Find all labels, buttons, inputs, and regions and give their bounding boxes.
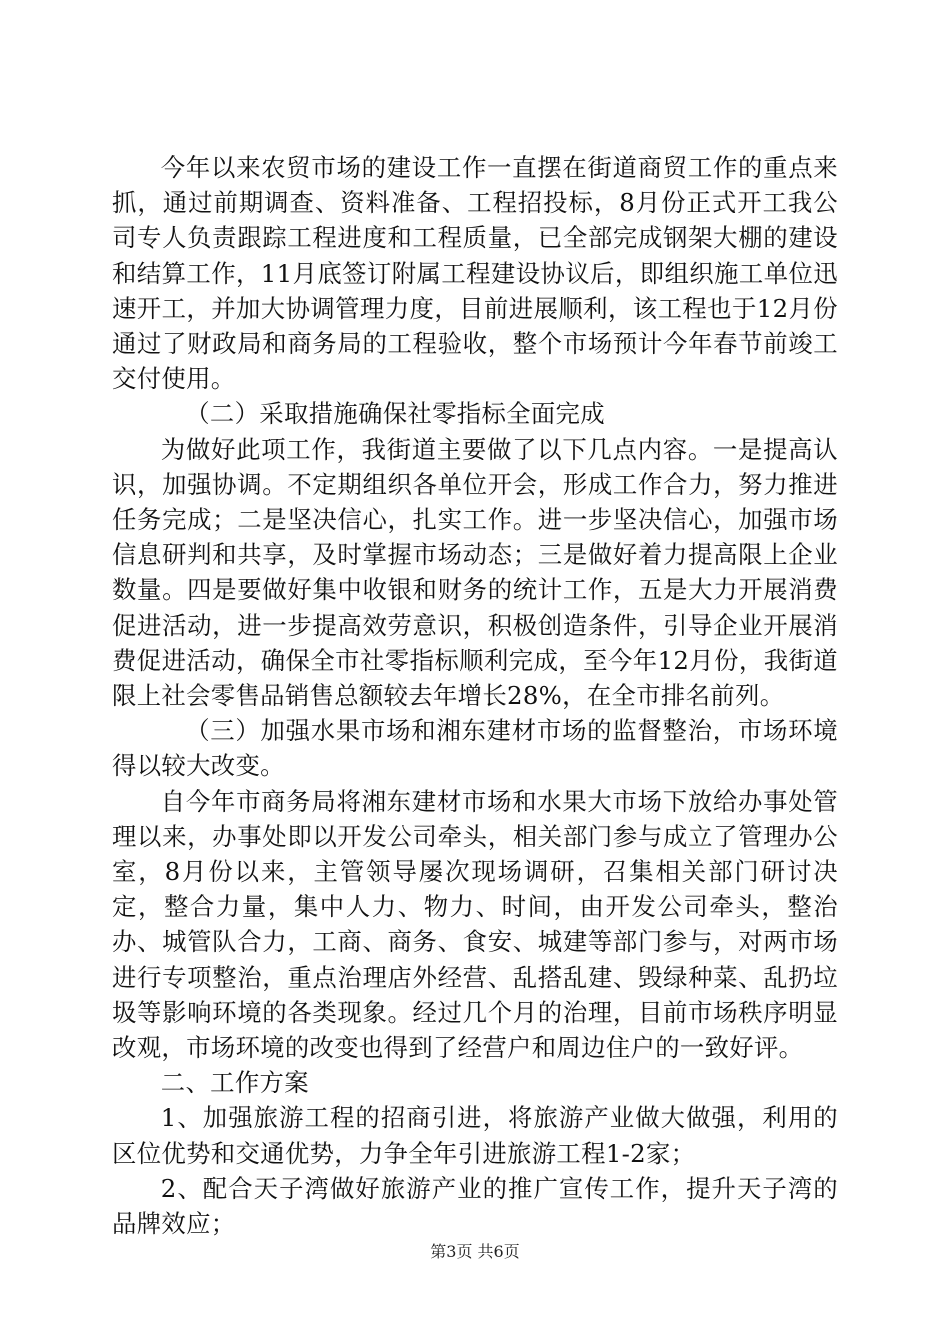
plan-item-1: 1、加强旅游工程的招商引进，将旅游产业做大做强，利用的区位优势和交通优势，力争全年引进旅游工程1-2家； — [112, 1103, 838, 1168]
document-body — [112, 150, 838, 1241]
plan-item-2: 2、配合天子湾做好旅游产业的推广宣传工作，提升天子湾的品牌效应； — [112, 1173, 838, 1239]
paragraph-retail-measures: 为做好此项工作，我街道主要做了以下几点内容。一是提高认识，加强协调。不定期组织各单位开会，形成工作合力，努力推进任务完成；二是坚决信心，扎实工作。进一步坚决信心，加强市场信息研判和共享，及时掌握市场动态；三是做好着力提高限上企业数量。四是要做好集中收银和财务的统计工作，五是大力开展消费促进活动，进一步提高效劳意识，积极创造条件，引导企业开展消费促进活动，确保全市社零指标顺利完成，至今年12月份，我街道限上社会零售品销售总额较去年增长28%，在全市排名前列。 — [112, 434, 838, 711]
paragraph-market-construction: 今年以来农贸市场的建设工作一直摆在街道商贸工作的重点来抓，通过前期调查、资料准备、工程招投标，8月份正式开工我公司专人负责跟踪工程进度和工程质量，已全部完成钢架大棚的建设和结算工作，11月底签订附属工程建设协议后，即组织施工单位迅速开工，并加大协调管理力度，目前进展顺利，该工程也于12月份通过了财政局和商务局的工程验收，整个市场预计今年春节前竣工交付使用。 — [112, 153, 838, 394]
section-heading-work-plan: 二、工作方案 — [160, 1068, 309, 1098]
section-heading-retail-targets: （二）采取措施确保社零指标全面完成 — [185, 399, 605, 429]
section-heading-market-supervision: （三）加强水果市场和湘东建材市场的监督整治，市场环境得以较大改变。 — [112, 716, 838, 781]
page-number-footer: 第3页 共6页 — [430, 1242, 520, 1261]
paragraph-market-rectification: 自今年市商务局将湘东建材市场和水果大市场下放给办事处管理以来，办事处即以开发公司牵头，相关部门参与成立了管理办公室，8月份以来，主管领导屡次现场调研，召集相关部门研讨决定，整合力量，集中人力、物力、时间，由开发公司牵头，整治办、城管队合力，工商、商务、食安、城建等部门参与，对两市场进行专项整治，重点治理店外经营、乱搭乱建、毁绿种菜、乱扔垃圾等影响环境的各类现象。经过几个月的治理，目前市场秩序明显改观，市场环境的改变也得到了经营户和周边住户的一致好评。 — [112, 786, 838, 1063]
